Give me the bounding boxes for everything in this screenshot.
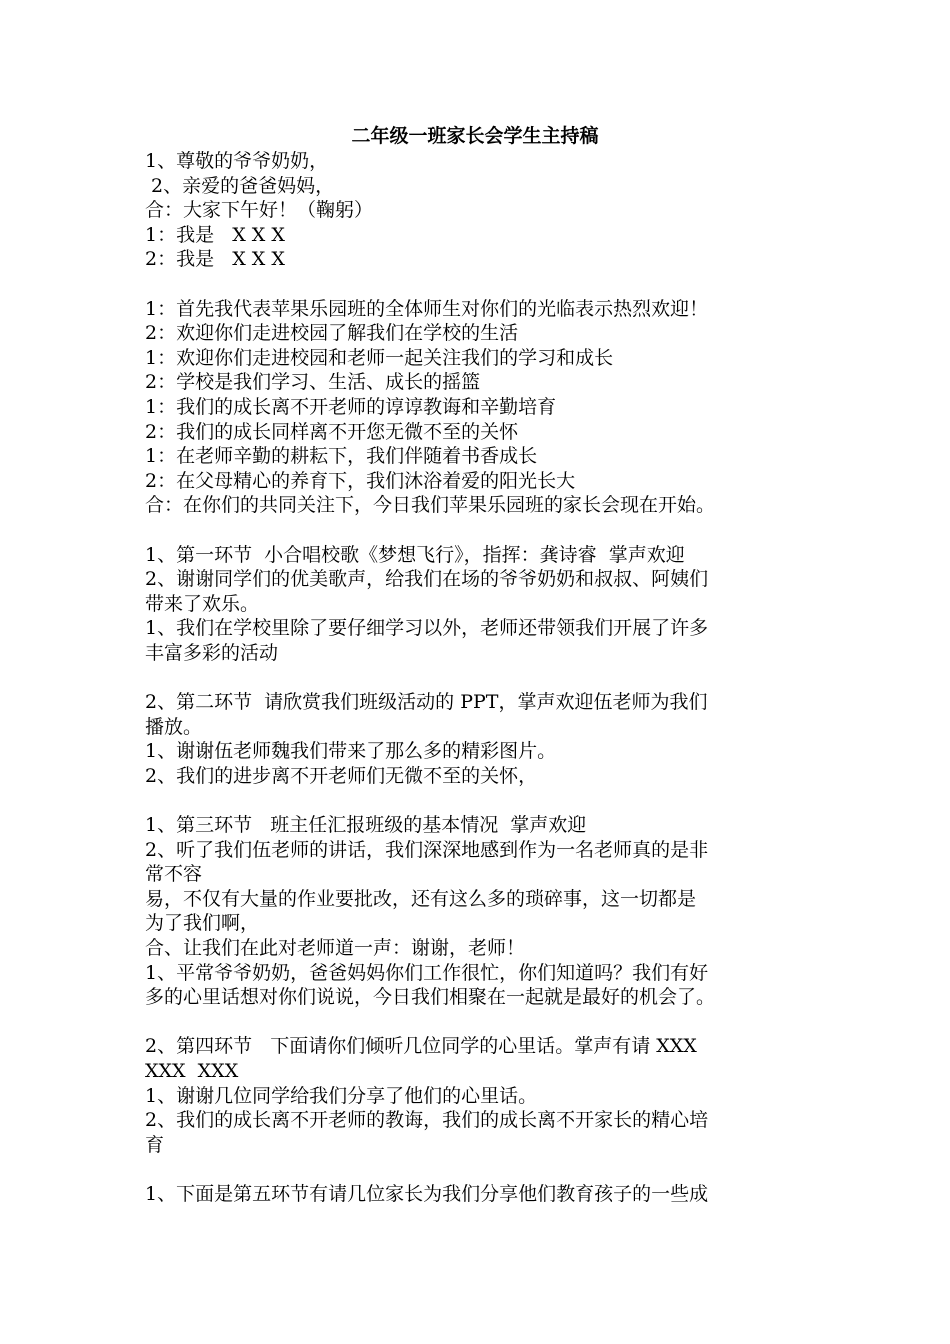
text-line: 1、第三环节 班主任汇报班级的基本情况 掌声欢迎 <box>145 814 587 837</box>
text-line: 2：我是 X X X <box>145 248 285 271</box>
text-line: 1、第一环节 小合唱校歌《梦想飞行》，指挥：龚诗睿 掌声欢迎 <box>145 543 685 566</box>
text-line: 1：我是 X X X <box>145 223 285 246</box>
text-line: 2、第四环节 下面请你们倾听几位同学的心里话。掌声有请 XXX <box>145 1035 697 1058</box>
text-line: 2、第二环节 请欣赏我们班级活动的 PPT，掌声欢迎伍老师为我们 <box>145 691 708 714</box>
text-line: 丰富多彩的活动 <box>145 641 279 664</box>
text-line: 1：我们的成长离不开老师的谆谆教诲和辛勤培育 <box>145 395 557 418</box>
text-line: 1、尊敬的爷爷奶奶， <box>145 150 329 172</box>
text-line: 2、我们的进步离不开老师们无微不至的关怀， <box>145 764 538 787</box>
blank-line <box>145 272 813 297</box>
text-line: XXX XXX <box>145 1059 239 1082</box>
text-line: 1：首先我代表苹果乐园班的全体师生对你们的光临表示热烈欢迎！ <box>145 297 709 320</box>
text-line: 易，不仅有大量的作业要批改，还有这么多的琐碎事，这一切都是 <box>145 887 697 910</box>
text-line: 多的心里话想对你们说说，今日我们相聚在一起就是最好的机会了。 <box>145 986 716 1009</box>
text-line: 2：我们的成长同样离不开您无微不至的关怀 <box>145 420 519 443</box>
blank-line <box>145 518 813 543</box>
text-line: 合：在你们的共同关注下，今日我们苹果乐园班的家长会现在开始。 <box>145 494 716 517</box>
text-line: 1、谢谢伍老师魏我们带来了那么多的精彩图片。 <box>145 740 557 763</box>
text-line: 带来了欢乐。 <box>145 592 260 615</box>
text-line: 1、平常爷爷奶奶，爸爸妈妈你们工作很忙，你们知道吗？我们有好 <box>145 961 709 984</box>
document-body <box>145 149 813 1207</box>
text-line: 2：学校是我们学习、生活、成长的摇篮 <box>145 371 481 394</box>
text-line: 2：在父母精心的养育下，我们沐浴着爱的阳光长大 <box>145 469 576 492</box>
text-line: 1、下面是第五环节有请几位家长为我们分享他们教育孩子的一些成 <box>145 1182 709 1205</box>
text-line: 育 <box>145 1133 165 1156</box>
text-line: 合：大家下午好！（鞠躬） <box>145 199 374 222</box>
text-line: 2：欢迎你们走进校园了解我们在学校的生活 <box>145 322 519 345</box>
text-line: 1、谢谢几位同学给我们分享了他们的心里话。 <box>145 1084 538 1107</box>
text-line: 1、我们在学校里除了要仔细学习以外，老师还带领我们开展了许多 <box>145 617 709 640</box>
blank-line <box>145 788 813 813</box>
text-line: 2、我们的成长离不开老师的教诲，我们的成长离不开家长的精心培 <box>145 1109 709 1132</box>
blank-line <box>145 1157 813 1182</box>
document-title: 二年级一班家长会学生主持稿 <box>351 125 599 147</box>
text-line: 1：在老师辛勤的耕耘下，我们伴随着书香成长 <box>145 445 538 468</box>
text-line: 1：欢迎你们走进校园和老师一起关注我们的学习和成长 <box>145 346 614 369</box>
text-line: 合、让我们在此对老师道一声：谢谢，老师！ <box>145 937 526 959</box>
text-line: 2、亲爱的爸爸妈妈， <box>145 174 335 197</box>
text-line: 播放。 <box>145 715 203 738</box>
blank-line <box>145 1010 813 1035</box>
text-line: 为了我们啊， <box>145 912 260 935</box>
blank-line <box>145 665 813 690</box>
text-line: 2、谢谢同学们的优美歌声，给我们在场的爷爷奶奶和叔叔、阿姨们 <box>145 568 709 591</box>
text-line: 2、听了我们伍老师的讲话，我们深深地感到作为一名老师真的是非 <box>145 838 709 861</box>
text-line: 常不容 <box>145 863 203 886</box>
